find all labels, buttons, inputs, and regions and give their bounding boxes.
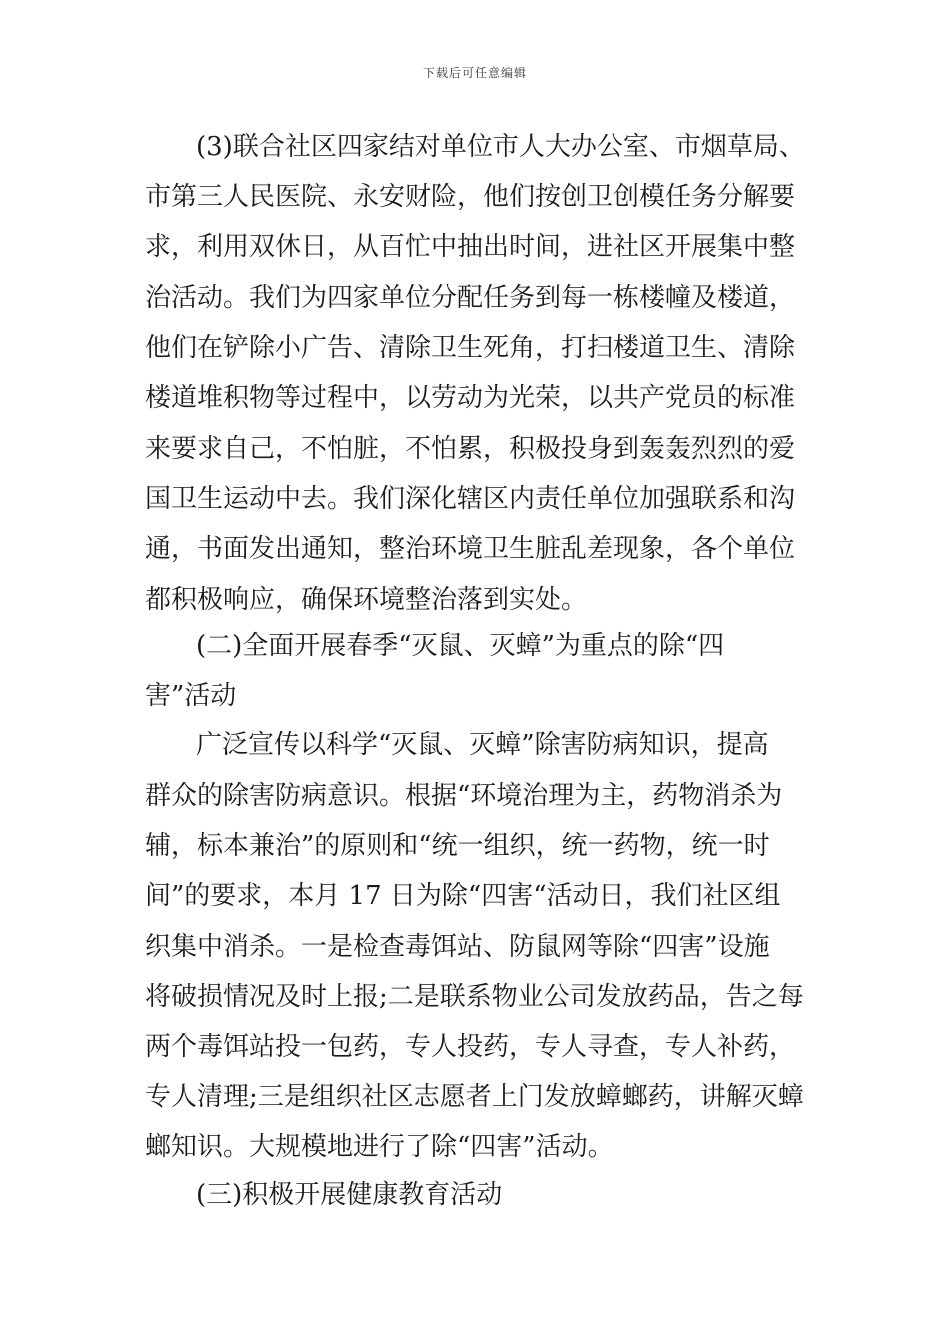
- paragraph-line: 市第三人民医院、永安财险，他们按创卫创模任务分解要: [145, 182, 796, 212]
- paragraph-line: 广泛宣传以科学“灭鼠、灭蟑”除害防病知识，提高: [196, 730, 769, 760]
- section-heading: 害”活动: [145, 681, 237, 711]
- page-header: 下载后可任意编辑: [422, 66, 527, 80]
- paragraph-line: 他们在铲除小广告、清除卫生死角，打扫楼道卫生、清除: [145, 333, 796, 363]
- section-heading: (三)积极开展健康教育活动: [196, 1180, 503, 1210]
- paragraph-line: 织集中消杀。一是检查毒饵站、防鼠网等除“四害”设施: [145, 932, 770, 962]
- paragraph-line: 求，利用双休日，从百忙中抽出时间，进社区开展集中整: [145, 232, 796, 262]
- paragraph-line: 国卫生运动中去。我们深化辖区内责任单位加强联系和沟: [145, 484, 796, 514]
- paragraph-line: 通，书面发出通知，整治环境卫生脏乱差现象，各个单位: [145, 534, 796, 564]
- paragraph-line: 都积极响应，确保环境整治落到实处。: [145, 585, 588, 615]
- paragraph-line: 群众的除害防病意识。根据“环境治理为主，药物消杀为: [145, 781, 783, 811]
- paragraph-line: (3)联合社区四家结对单位市人大办公室、市烟草局、: [196, 132, 805, 162]
- paragraph-line: 间”的要求，本月 17 日为除“四害“活动日，我们社区组: [145, 881, 781, 911]
- paragraph-line: 两个毒饵站投一包药，专人投药，专人寻查，专人补药，: [145, 1032, 796, 1062]
- paragraph-line: 辅，标本兼治”的原则和“统一组织，统一药物，统一时: [145, 831, 770, 861]
- paragraph-line: 来要求自己，不怕脏，不怕累，积极投身到轰轰烈烈的爱: [145, 434, 796, 464]
- paragraph-line: 螂知识。大规模地进行了除“四害”活动。: [145, 1132, 614, 1162]
- paragraph-line: 治活动。我们为四家单位分配任务到每一栋楼幢及楼道，: [145, 283, 796, 313]
- paragraph-line: 楼道堆积物等过程中，以劳动为光荣，以共产党员的标准: [145, 383, 796, 413]
- paragraph-line: 将破损情况及时上报;二是联系物业公司发放药品，告之每: [145, 982, 804, 1012]
- section-heading: (二)全面开展春季“灭鼠、灭蟑”为重点的除“四: [196, 631, 725, 661]
- paragraph-line: 专人清理;三是组织社区志愿者上门发放蟑螂药，讲解灭蟑: [145, 1082, 804, 1112]
